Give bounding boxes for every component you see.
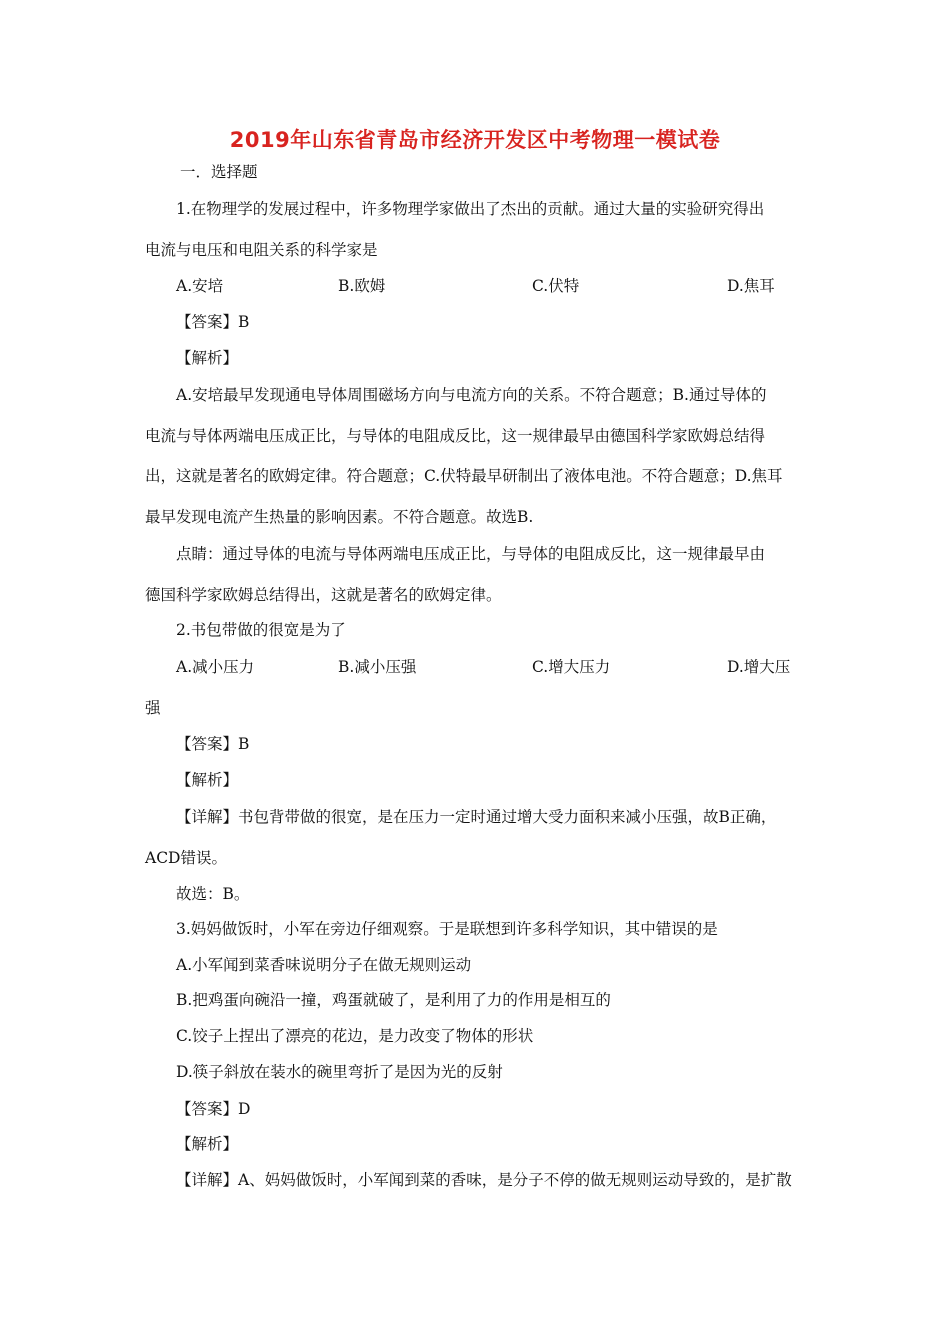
q2-analysis-label: 【解析】 bbox=[176, 771, 239, 789]
page-title: 2019年山东省青岛市经济开发区中考物理一模试卷 bbox=[229, 128, 721, 152]
q1-stem-line2: 电流与电压和电阻关系的科学家是 bbox=[145, 241, 378, 259]
q1-option-c: C.伏特 bbox=[532, 277, 580, 295]
q2-detail-line2: ACD错误。 bbox=[145, 849, 227, 867]
q2-stem: 2.书包带做的很宽是为了 bbox=[176, 621, 346, 639]
q1-answer: 【答案】B bbox=[176, 313, 250, 331]
q1-analysis-label: 【解析】 bbox=[176, 349, 239, 367]
q1-analysis-line2: 电流与导体两端电压成正比，与导体的电阻成反比，这一规律最早由德国科学家欧姆总结得 bbox=[145, 427, 766, 445]
q1-analysis-line4: 最早发现电流产生热量的影响因素。不符合题意。故选B. bbox=[145, 508, 534, 526]
q3-option-d: D.筷子斜放在装水的碗里弯折了是因为光的反射 bbox=[176, 1063, 503, 1081]
q2-option-a: A.减小压力 bbox=[176, 658, 255, 676]
q2-option-d: D.增大压 bbox=[727, 658, 791, 676]
q3-answer: 【答案】D bbox=[176, 1100, 251, 1118]
q1-analysis-line1: A.安培最早发现通电导体周围磁场方向与电流方向的关系。不符合题意；B.通过导体的 bbox=[176, 386, 767, 404]
q1-option-b: B.欧姆 bbox=[338, 277, 386, 295]
q2-conclusion: 故选：B。 bbox=[176, 885, 250, 903]
q2-answer: 【答案】B bbox=[176, 735, 250, 753]
q1-stem-line1: 1.在物理学的发展过程中，许多物理学家做出了杰出的贡献。通过大量的实验研究得出 bbox=[176, 200, 765, 218]
q1-analysis-line3: 出，这就是著名的欧姆定律。符合题意；C.伏特最早研制出了液体电池。不符合题意；D.焦耳 bbox=[145, 467, 783, 485]
q1-option-d: D.焦耳 bbox=[727, 277, 775, 295]
q2-detail-line1: 【详解】书包背带做的很宽，是在压力一定时通过增大受力面积来减小压强，故B正确， bbox=[176, 808, 777, 826]
q1-tip-line2: 德国科学家欧姆总结得出，这就是著名的欧姆定律。 bbox=[145, 586, 502, 604]
q3-option-c: C.饺子上捏出了漂亮的花边，是力改变了物体的形状 bbox=[176, 1027, 534, 1045]
q3-stem: 3.妈妈做饭时，小军在旁边仔细观察。于是联想到许多科学知识，其中错误的是 bbox=[176, 920, 718, 938]
q2-option-wrap: 强 bbox=[145, 699, 161, 717]
q3-analysis-label: 【解析】 bbox=[176, 1135, 239, 1153]
q3-option-b: B.把鸡蛋向碗沿一撞，鸡蛋就破了，是利用了力的作用是相互的 bbox=[176, 991, 611, 1009]
q1-tip-line1: 点睛：通过导体的电流与导体两端电压成正比，与导体的电阻成反比，这一规律最早由 bbox=[176, 545, 766, 563]
q2-option-c: C.增大压力 bbox=[532, 658, 611, 676]
q3-option-a: A.小军闻到菜香味说明分子在做无规则运动 bbox=[176, 956, 472, 974]
q1-option-a: A.安培 bbox=[176, 277, 224, 295]
section-heading: 一．选择题 bbox=[180, 163, 258, 181]
q2-option-b: B.减小压强 bbox=[338, 658, 417, 676]
q3-detail-line1: 【详解】A、妈妈做饭时，小军闻到菜的香味，是分子不停的做无规则运动导致的，是扩散 bbox=[176, 1171, 792, 1189]
